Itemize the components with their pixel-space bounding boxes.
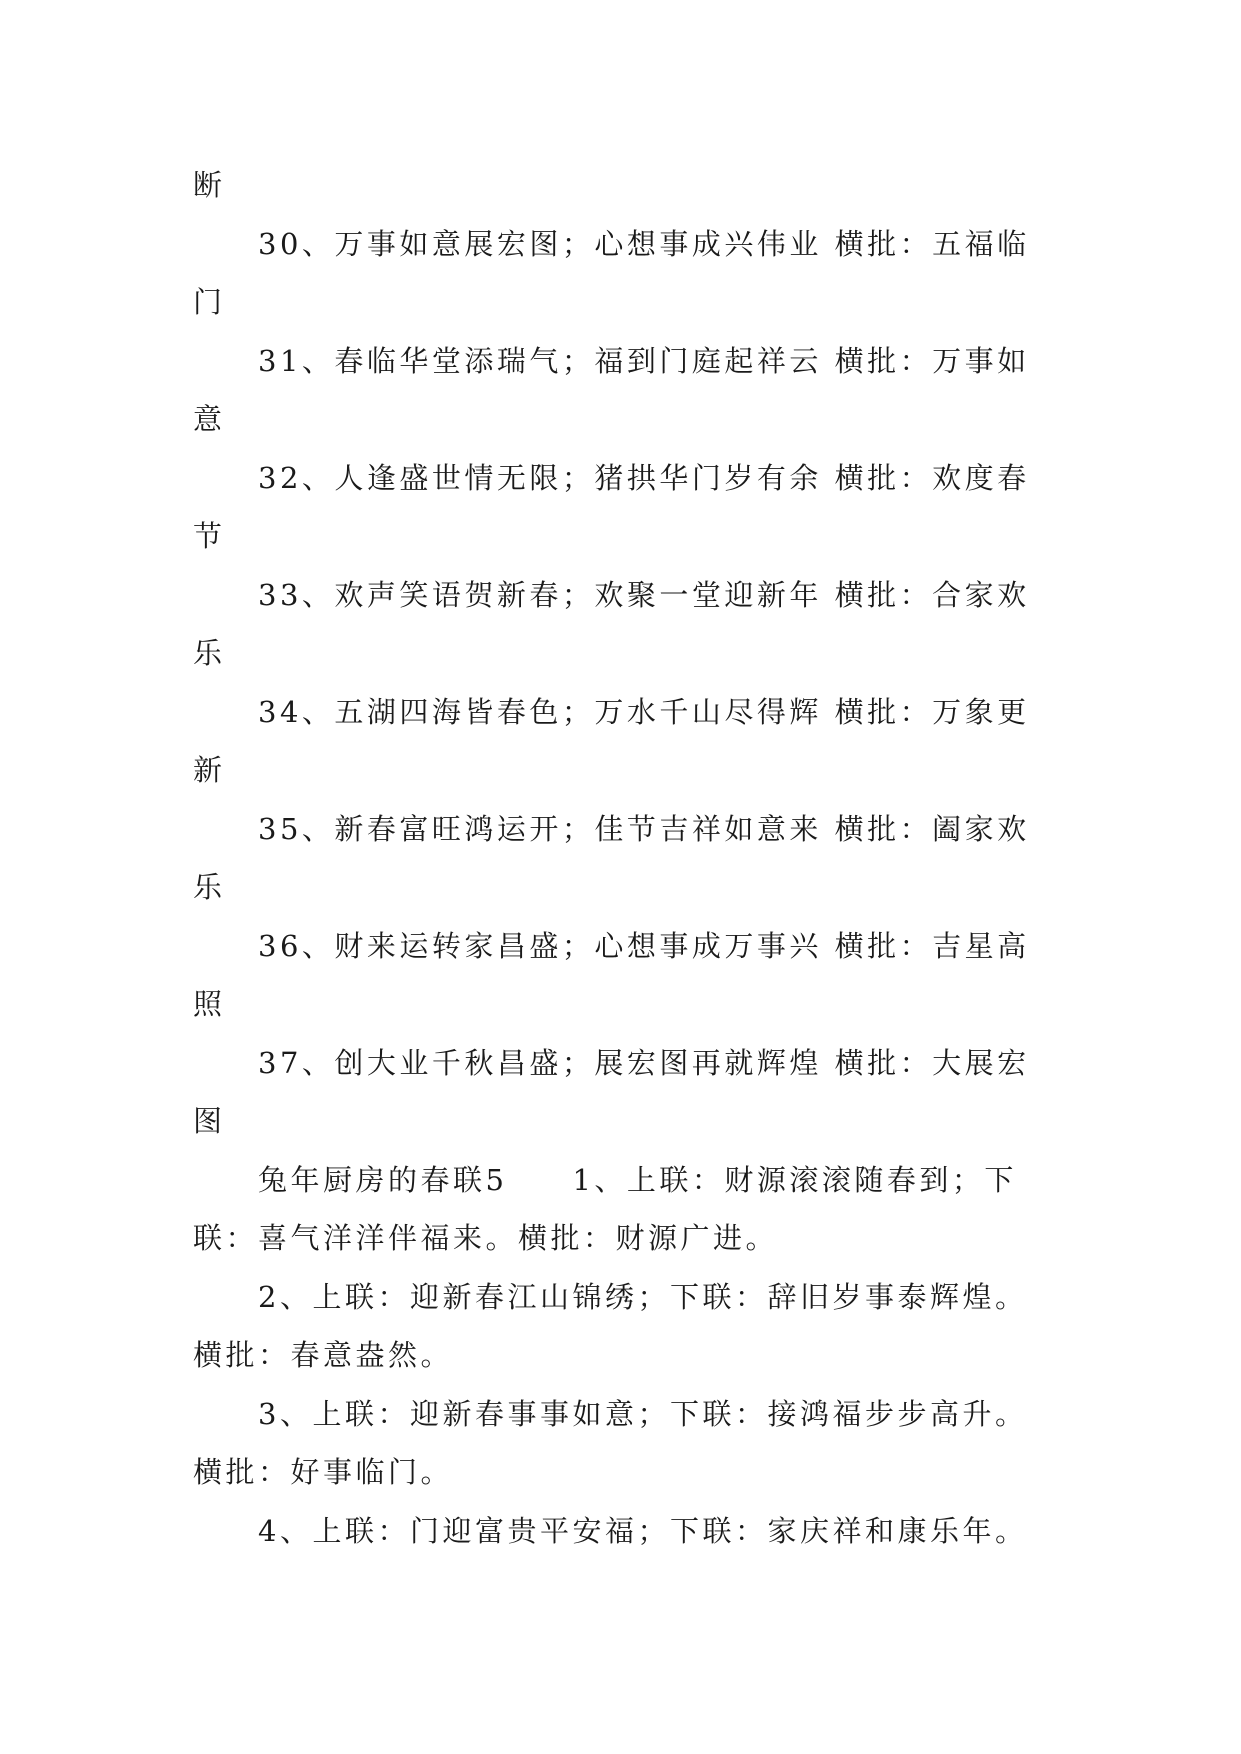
- couplet-item-3: 3、上联：迎新春事事如意；下联：接鸿福步步高升。横批：好事临门。: [193, 1396, 1028, 1489]
- couplet-35: 35、新春富旺鸿运开；佳节吉祥如意来 横批：阖家欢乐: [193, 811, 1030, 904]
- couplet-33: 33、欢声笑语贺新春；欢聚一堂迎新年 横批：合家欢乐: [193, 577, 1030, 670]
- couplet-32: 32、人逢盛世情无限；猪拱华门岁有余 横批：欢度春节: [193, 460, 1030, 553]
- couplet-30: 30、万事如意展宏图；心想事成兴伟业 横批：五福临门: [193, 226, 1030, 319]
- paragraph-continuation: 断: [193, 168, 226, 202]
- document-body: [193, 156, 1053, 1560]
- couplet-item-4: 4、上联：门迎富贵平安福；下联：家庆祥和康乐年。: [258, 1513, 1028, 1548]
- couplet-37: 37、创大业千秋昌盛；展宏图再就辉煌 横批：大展宏图: [193, 1045, 1030, 1138]
- couplet-34: 34、五湖四海皆春色；万水千山尽得辉 横批：万象更新: [193, 694, 1030, 787]
- couplet-36: 36、财来运转家昌盛；心想事成万事兴 横批：吉星高照: [193, 928, 1030, 1021]
- section-heading-paragraph: 兔年厨房的春联5 1、上联：财源滚滚随春到；下联：喜气洋洋伴福来。横批：财源广进。: [193, 1162, 1017, 1255]
- couplet-item-2: 2、上联：迎新春江山锦绣；下联：辞旧岁事泰辉煌。横批：春意盎然。: [193, 1279, 1028, 1372]
- couplet-31: 31、春临华堂添瑞气；福到门庭起祥云 横批：万事如意: [193, 343, 1030, 436]
